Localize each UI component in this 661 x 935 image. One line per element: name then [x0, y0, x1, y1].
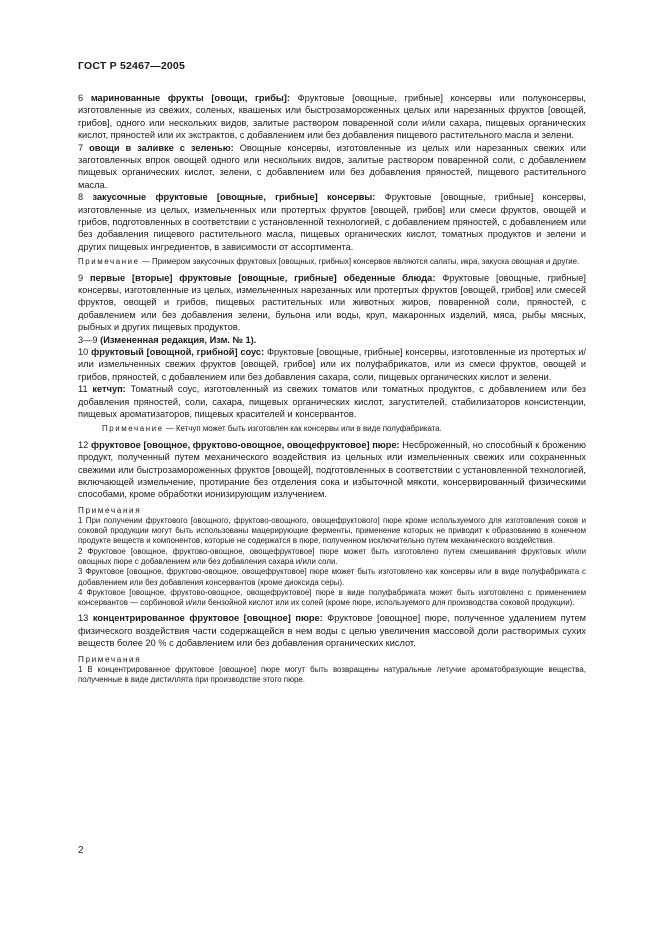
term-definition: Фруктовое [овощное] пюре, полученное удалением путем физического воздействия части содержащейся в нем воды с целью увеличения массовой доли растворимых сухих веществ более 20 % с добавлением или без добавления органических кислот. [78, 613, 586, 649]
term-name: фруктовое [овощное, фруктово-овощное, овощефруктовое] пюре: [90, 439, 400, 450]
term-name: маринованные фрукты [овощи, грибы]: [90, 93, 290, 103]
revision-text: (Измененная редакция, Изм. № 1). [100, 334, 257, 345]
term-entry-9: 9 первые [вторые] фруктовые [овощные, грибные] обеденные блюда: Фруктовые [овощные, грибные] консервы, изготовленные из целых, измельченных нарезанных или протертых фруктов [овощей, грибов] или смесей фруктов, овощей и грибов, пищевых растительных или животных жиров, поваренной соли, пряностей, с добавлением или без добавления зелени, бульона или воды, круп, макаронных изделий, мяса, рыбы мясных, рыбных и других пищевых продуктов. [78, 272, 586, 333]
term-definition: Овощные консервы, изготовленные из целых или нарезанных свежих или заготовленных впрок овощей одного или нескольких видов, залитые раствором поваренной соли, с добавлением пищевых органических кислот, зелени, с добавлением или без добавления пряностей, пищевого растительного масла. [78, 142, 587, 190]
note-8 [78, 257, 586, 267]
term-entry-10: 10 фруктовый [овощной, грибной] соус: Фруктовые [овощные, грибные] консервы, изготовленные из протертых и/или измельченных свежих фруктов [овощей, грибов] или их полуфабрикатов, или из смеси фруктов, овощей и грибов, пряностей, с добавлением или без добавления сахара, соли, пищевых органических кислот и зелени. [78, 347, 586, 382]
term-definition: Томатный соус, изготовленный из свежих томатов или томатных продуктов, с добавлением или без добавления пряностей, соли, сахара, пищевых органических кислот, загустителей, стабилизаторов консистенции, пищевых ароматизаторов, пищевых красителей и консервантов. [78, 384, 587, 420]
term-entry-6: 6 маринованные фрукты [овощи, грибы]: Фруктовые [овощные, грибные] консервы или полуконсервы, изготовленные из свежих, соленых, квашеных или быстрозамороженных целых или нарезанных фруктов [овощей, грибов], одного или нескольких видов, залитые раствором поваренной соли и/или сахара, пищевых органических кислот, пряностей или их экстрактов, с добавлением или без добавления пищевого растительного масла и зелени. [78, 93, 587, 141]
note-text: — Примером закусочных фруктовых [овощных, грибных] консервов являются салаты, икра, закуска овощная и другие. [141, 257, 580, 267]
term-name: закусочные фруктовые [овощные, грибные] консервы: [92, 192, 376, 203]
term-entry-13: 13 концентрированное фруктовое [овощное] пюре: Фруктовое [овощное] пюре, полученное удалением путем физического воздействия части содержащейся в нем воды с целью увеличения массовой доли растворимых сухих веществ более 20 % с добавлением или без добавления органических кислот. [78, 613, 586, 649]
notes-heading: Примечания [78, 654, 142, 664]
term-definition: Фруктовые [овощные, грибные] консервы, изготовленные из протертых и/или измельченных свежих фруктов [овощей, грибов] или их полуфабрикатов, или из смеси фруктов, овощей и грибов, пряностей, с добавлением или без добавления сахара, соли, пищевых органических кислот и зелени. [78, 347, 586, 382]
term-definition: Несброженный, но способный к брожению продукт, полученный путем механического воздействия из цельных или измельченных свежих или сохраненных свежими или быстрозамороженных фруктов [овощей], подготовленных в соответствии с установленной технологией, включающей измельчение, протирание без отделения сока и избыточной мякоти, консервированный физическими способами, кроме обработки ионизирующим излучением. [78, 439, 586, 500]
term-name: овощи в заливке с зеленью: [89, 142, 234, 153]
note-label: Примечание [102, 424, 164, 434]
term-entry-8: 8 закусочные фруктовые [овощные, грибные] консервы: Фруктовые [овощные, грибные] консервы, изготовленные из целых, измельченных или протертых фруктов [овощей, грибов] или смеси фруктов, овощей и грибов, подготовленных в соответствии с установленной технологией, с добавлением пряностей, с добавлением или без добавления пищевого растительного масла, пищевых органических кислот, томатных продуктов и зелени и других пищевых ингредиентов, в зависимости от ассортимента. [78, 192, 586, 252]
note-label: Примечание [78, 257, 140, 267]
term-definition: Фруктовые [овощные, грибные] консервы или полуконсервы, изготовленные из свежих, соленых, квашеных или быстрозамороженных целых или нарезанных фруктов [овощей, грибов], одного или нескольких видов, залитые раствором поваренной соли и/или сахара, пищевых органических кислот, пряностей или их экстрактов, с добавлением или без добавления пищевого растительного масла и зелени. [78, 93, 587, 141]
note-12-4: 4 Фруктовое [овощное, фруктово-овощное, овощефруктовое] пюре в виде полуфабриката может быть изготовлено с применением консервантов — сорбиновой и/или бензойной кислот или их солей (кроме пюре, используемого для производства соковой продукции). [78, 587, 586, 608]
page-content [78, 92, 586, 685]
note-12-2: 2 Фруктовое [овощное, фруктово-овощное, овощефруктовое] пюре может быть изготовлено путем смешивания фруктовых и/или овощных пюре с добавлением или без добавления сахара и/или соли. [78, 546, 586, 566]
note-12-3: 3 Фруктовое [овощное, фруктово-овощное, овощефруктовое] пюре может быть изготовлено как консервы или в виде полуфабриката с добавлением или без добавления консервантов (кроме диоксида серы). [78, 567, 586, 587]
page-number: 2 [78, 845, 84, 856]
term-definition: Фруктовые [овощные, грибные] консервы, изготовленные из целых, измельченных или протертых фруктов [овощей, грибов] или смеси фруктов, овощей и грибов, подготовленных в соответствии с установленной технологией, с добавлением пряностей, с добавлением или без добавления пищевого растительного масла, пищевых органических кислот, томатных продуктов и зелени и других пищевых ингредиентов, в зависимости от ассортимента. [78, 192, 586, 252]
term-name: концентрированное фруктовое [овощное] пюре: [92, 613, 323, 624]
term-entry-11: 11 кетчуп: Томатный соус, изготовленный из свежих томатов или томатных продуктов, с добавлением или без добавления пряностей, соли, сахара, пищевых органических кислот, загустителей, стабилизаторов консистенции, пищевых ароматизаторов, пищевых красителей и консервантов. [78, 384, 587, 420]
term-definition: Фруктовые [овощные, грибные] консервы, изготовленные из целых, измельченных нарезанных или протертых фруктов [овощей, грибов] или смесей фруктов, овощей и грибов, пищевых растительных или животных жиров, поваренной соли, пряностей, с добавлением или без добавления зелени, бульона или воды, круп, макаронных изделий, мяса, рыбы мясных, рыбных и других пищевых продуктов. [78, 272, 586, 333]
term-name: кетчуп: [92, 384, 126, 395]
term-name: фруктовый [овощной, грибной] соус: [91, 347, 265, 358]
term-entry-7: 7 овощи в заливке с зеленью: Овощные консервы, изготовленные из целых или нарезанных свежих или заготовленных впрок овощей одного или нескольких видов, залитые раствором поваренной соли, с добавлением пищевых органических кислот, зелени, с добавлением или без добавления пряностей, пищевого растительного масла. [78, 142, 587, 190]
revision-note: 3—9 (Измененная редакция, Изм. № 1). [78, 334, 257, 345]
note-11 [78, 424, 586, 434]
note-12-1: 1 При получении фруктового [овощного, фруктово-овощного, овощефруктового] пюре кроме используемого для изготовления соков и соковой продукции могут быть использованы мацерирующие ферменты, применение которых не приводит к образованию в конечном продукте веществ и компонентов, которые не содержатся в пюре, полученном исключительно путем механического воздействия. [78, 515, 586, 546]
term-name: первые [вторые] фруктовые [овощные, грибные] обеденные блюда: [90, 272, 436, 283]
standard-header: ГОСТ Р 52467—2005 [78, 60, 186, 72]
note-text: — Кетчуп может быть изготовлен как консервы или в виде полуфабриката. [165, 424, 442, 434]
term-entry-12: 12 фруктовое [овощное, фруктово-овощное, овощефруктовое] пюре: Несброженный, но способный к брожению продукт, полученный путем механического воздействия из цельных или измельченных свежих или сохраненных свежими или быстрозамороженных фруктов [овощей], подготовленных в соответствии с установленной технологией, включающей измельчение, протирание без отделения сока и избыточной мякоти, консервированный физическими способами, кроме обработки ионизирующим излучением. [78, 439, 586, 500]
notes-heading: Примечания [78, 505, 142, 515]
note-13-1: 1 В концентрированное фруктовое [овощное] пюре могут быть возвращены натуральные летучие ароматобразующие вещества, полученные в виде дистиллята при производстве этого пюре. [78, 664, 586, 684]
